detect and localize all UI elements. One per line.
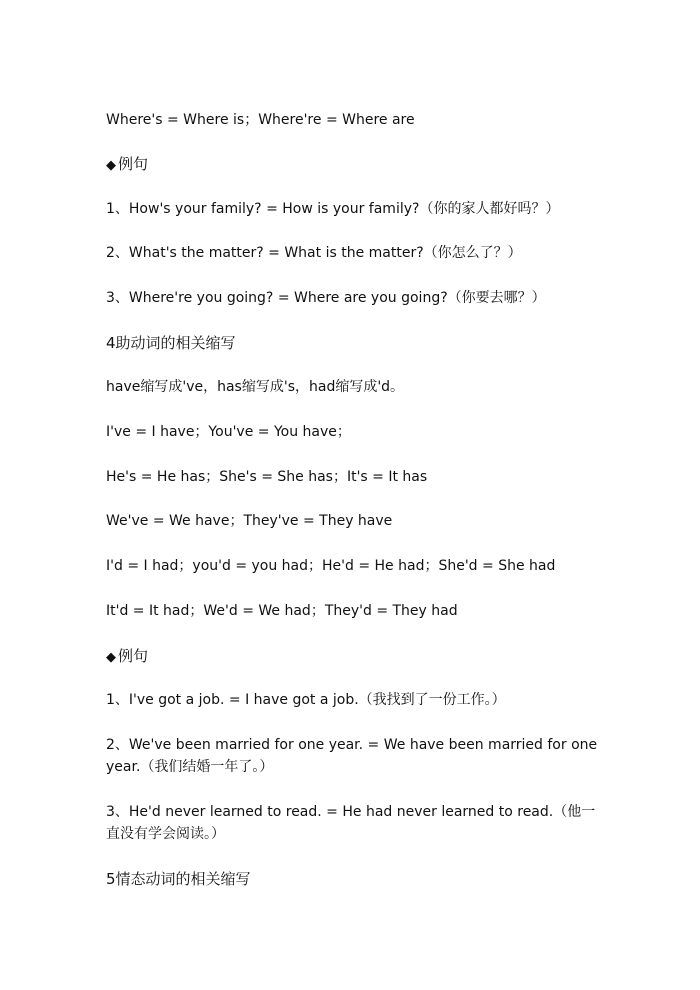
example-heading-2 [106, 645, 606, 669]
example-sentence-3: 3、Where're you going? = Where are you going?（你要去哪？） [106, 290, 546, 306]
example-sentence-6: 3、He'd never learned to read. = He had never learned to read.（他一直没有学会阅读。） [106, 804, 596, 842]
diamond-bullet-icon: ◆ [106, 158, 116, 173]
text-line-had-contractions-1: I'd = I had；you'd = you had；He'd = He had；She'd = She had [106, 558, 556, 574]
text-line-have-contractions: I've = I have；You've = You have； [106, 424, 351, 440]
text-line-contraction-where: Where's = Where is；Where're = Where are [106, 112, 415, 128]
example-sentence-2: 2、What's the matter? = What is the matter?（你怎么了？） [106, 245, 522, 261]
example-heading [106, 153, 606, 177]
section-heading-modal: 5情态动词的相关缩写 [106, 870, 251, 888]
section-heading-auxiliary: 4助动词的相关缩写 [106, 334, 236, 352]
example-heading-label: 例句 [118, 647, 149, 665]
example-heading-label: 例句 [118, 155, 149, 173]
diamond-bullet-icon: ◆ [106, 650, 116, 665]
example-sentence-4: 1、I've got a job. = I have got a job.（我找到了一份工作。） [106, 692, 506, 708]
text-line-has-contractions: He's = He has；She's = She has；It's = It has [106, 469, 428, 485]
text-line-auxiliary-rule: have缩写成've，has缩写成's，had缩写成'd。 [106, 379, 405, 395]
example-sentence-1: 1、How's your family? = How is your family?（你的家人都好吗？） [106, 201, 560, 217]
text-line-had-contractions-2: It'd = It had；We'd = We had；They'd = They had [106, 603, 458, 619]
example-sentence-5: 2、We've been married for one year. = We have been married for one year.（我们结婚一年了。） [106, 737, 598, 775]
text-line-we-they-have: We've = We have；They've = They have [106, 513, 393, 529]
